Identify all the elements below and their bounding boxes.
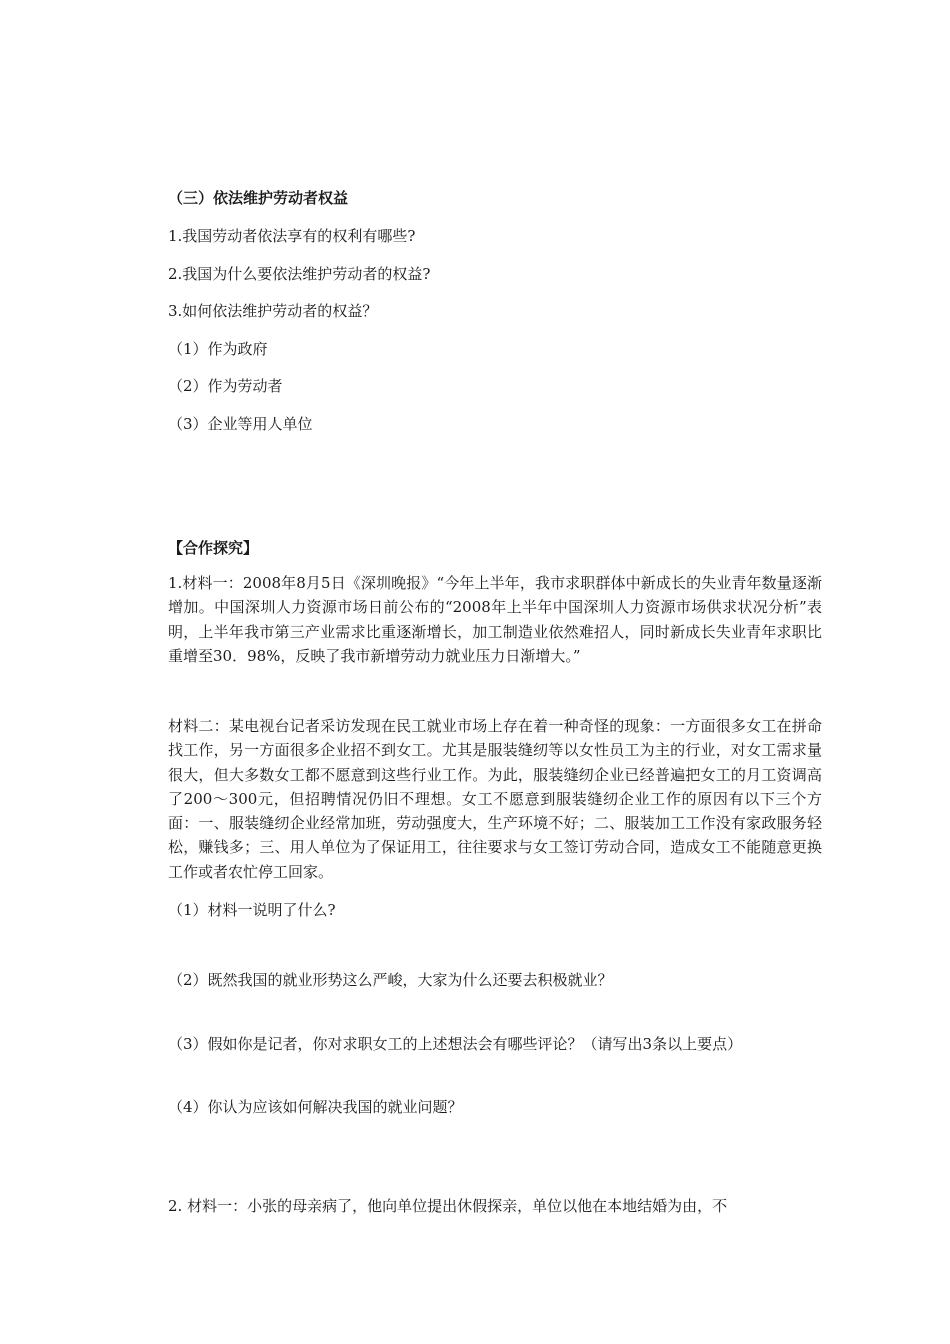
material-1-paragraph: 1.材料一：2008年8月5日《深圳晚报》“今年上半年，我市求职群体中新成长的失业青年数量逐渐增加。中国深圳人力资源市场日前公布的“2008年上半年中国深圳人力资源市场供求状况分析”表明，上半年我市第三产业需求比重逐渐增长，加工制造业依然难招人，同时新成长失业青年求职比重增至30．98%，反映了我市新增劳动力就业压力日渐增大。” xyxy=(168,574,822,665)
discussion-question-4: （4）你认为应该如何解决我国的就业问题？ xyxy=(168,1098,463,1116)
sub-item-3: （3）企业等用人单位 xyxy=(168,415,313,433)
discussion-question-2: （2）既然我国的就业形势这么严峻，大家为什么还要去积极就业？ xyxy=(168,971,613,989)
section-heading: （三）依法维护劳动者权益 xyxy=(168,189,349,207)
item-2-text: 2. 材料一：小张的母亲病了，他向单位提出休假探亲，单位以他在本地结婚为由，不 xyxy=(168,1197,728,1215)
sub-item-1: （1）作为政府 xyxy=(168,340,268,358)
question-1: 1.我国劳动者依法享有的权利有哪些? xyxy=(168,227,416,245)
material-2-paragraph: 材料二：某电视台记者采访发现在民工就业市场上存在着一种奇怪的现象：一方面很多女工在拼命找工作，另一方面很多企业招不到女工。尤其是服装缝纫等以女性员工为主的行业，对女工需求量很大，但大多数女工都不愿意到这些行业工作。为此，服装缝纫企业已经普遍把女工的月工资调高了200～300元，但招聘情况仍旧不理想。女工不愿意到服装缝纫企业工作的原因有以下三个方面：一、服装缝纫企业经常加班，劳动强度大，生产环境不好；二、服装加工工作没有家政服务轻松，赚钱多；三、用人单位为了保证用工，往往要求与女工签订劳动合同，造成女工不能随意更换工作或者农忙停工回家。 xyxy=(168,717,822,881)
question-3: 3.如何依法维护劳动者的权益？ xyxy=(168,302,378,320)
cooperation-heading: 【合作探究】 xyxy=(168,539,259,557)
discussion-question-3: （3）假如你是记者，你对求职女工的上述想法会有哪些评论？（请写出3条以上要点） xyxy=(168,1035,743,1053)
sub-item-2: （2）作为劳动者 xyxy=(168,377,283,395)
question-2: 2.我国为什么要依法维护劳动者的权益? xyxy=(168,265,431,283)
discussion-question-1: （1）材料一说明了什么? xyxy=(168,901,336,919)
